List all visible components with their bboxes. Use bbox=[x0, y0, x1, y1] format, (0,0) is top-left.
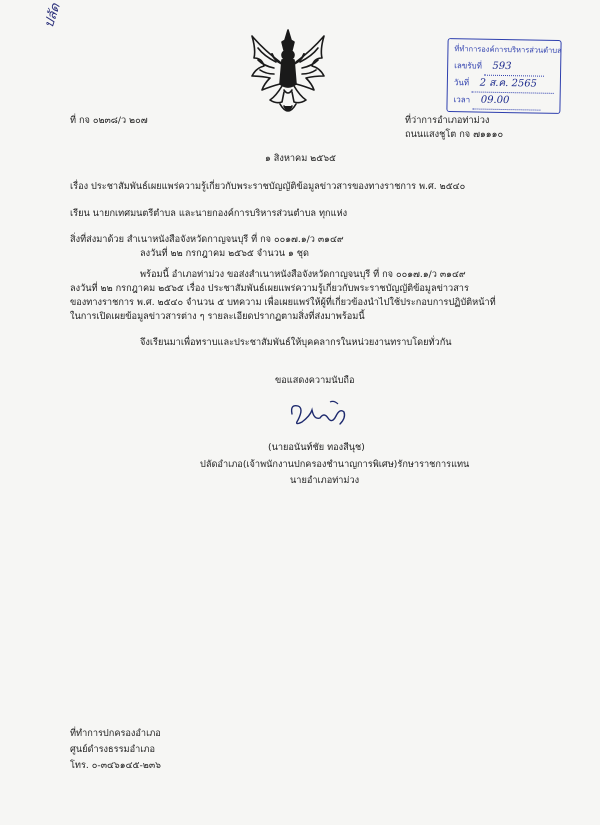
footer-department: ที่ทำการปกครองอำเภอ bbox=[70, 728, 161, 739]
stamp-time-label: เวลา bbox=[453, 95, 471, 105]
stamp-date-value: 2 ส.ค. 2565 bbox=[471, 74, 553, 93]
signer-title-2: นายอำเภอท่าม่วง bbox=[290, 475, 360, 486]
salutation-line: เรียน นายกเทศมนตรีตำบล และนายกองค์การบริหารส่วนตำบล ทุกแห่ง bbox=[70, 208, 348, 219]
enclosure-line-1: สิ่งที่ส่งมาด้วย สำเนาหนังสือจังหวัดกาญจนบุรี ที่ กจ ๐๐๑๗.๑/ว ๓๑๔๙ bbox=[70, 234, 344, 245]
stamp-recv-label: เลขรับที่ bbox=[454, 61, 483, 71]
subject-line: เรื่อง ประชาสัมพันธ์เผยแพร่ความรู้เกี่ยวกับพระราชบัญญัติข้อมูลข่าวสารของทางราชการ พ.ศ. ๒๕๔๐ bbox=[70, 181, 466, 192]
body-closing-paragraph: จึงเรียนมาเพื่อทราบและประชาสัมพันธ์ให้บุคคลากรในหน่วยงานทราบโดยทั่วกัน bbox=[140, 337, 452, 348]
signer-name: (นายอนันท์ชัย ทองสีนุช) bbox=[268, 442, 365, 453]
signature bbox=[284, 396, 354, 432]
stamp-time-value: 09.00 bbox=[473, 91, 541, 110]
receive-stamp bbox=[446, 38, 561, 114]
footer-phone: โทร. ๐-๓๔๖๑๔๕-๒๓๖ bbox=[70, 760, 161, 771]
reference-number: ที่ กจ ๐๒๓๘/ว ๒๐๗ bbox=[70, 115, 148, 126]
office-road: ถนนแสงชูโต กจ ๗๑๑๑๐ bbox=[405, 129, 504, 140]
closing-phrase: ขอแสดงความนับถือ bbox=[275, 375, 355, 386]
stamp-date-label: วันที่ bbox=[453, 78, 470, 88]
corner-initials: ปลัด bbox=[41, 1, 64, 30]
footer-center: ศูนย์ดำรงธรรมอำเภอ bbox=[70, 744, 155, 755]
body-line-4: ในการเปิดเผยข้อมูลข่าวสารต่าง ๆ รายละเอียดปรากฏตามสิ่งที่ส่งมาพร้อมนี้ bbox=[70, 311, 365, 322]
enclosure-line-2: ลงวันที่ ๒๒ กรกฎาคม ๒๕๖๕ จำนวน ๑ ชุด bbox=[140, 248, 309, 259]
signer-title-1: ปลัดอำเภอ(เจ้าพนักงานปกครองชำนาญการพิเศษ)รักษาราชการแทน bbox=[200, 459, 470, 470]
stamp-recv-value: 593 bbox=[484, 58, 544, 77]
body-line-3: ของทางราชการ พ.ศ. ๒๕๔๐ จำนวน ๕ บทความ เพื่อเผยแพร่ให้ผู้ที่เกี่ยวข้องนำไปใช้ประกอบการปฏิบัติหน้าที่ bbox=[70, 297, 496, 308]
office-name: ที่ว่าการอำเภอท่าม่วง bbox=[405, 115, 490, 126]
stamp-office: ที่ทำการองค์การบริหารส่วนตำบล bbox=[454, 44, 562, 56]
body-line-1: พร้อมนี้ อำเภอท่าม่วง ขอส่งสำเนาหนังสือจังหวัดกาญจนบุรี ที่ กจ ๐๐๑๗.๑/ว ๓๑๔๙ bbox=[140, 269, 466, 280]
letter-date: ๑ สิงหาคม ๒๕๖๕ bbox=[265, 153, 336, 164]
garuda-emblem bbox=[246, 28, 330, 120]
body-line-2: ลงวันที่ ๒๒ กรกฎาคม ๒๕๖๕ เรื่อง ประชาสัมพันธ์เผยแพร่ความรู้เกี่ยวกับพระราชบัญญัติข้อมูลข่าวสาร bbox=[70, 283, 469, 294]
